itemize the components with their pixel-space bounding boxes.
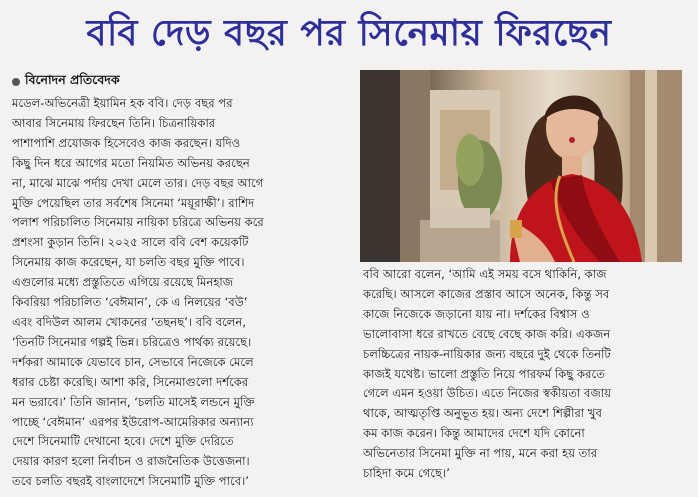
photo-illustration xyxy=(360,70,682,262)
left-column-line: পাশাপাশি প্রযোজক হিসেবেও কাজ করছেন। যদিও xyxy=(12,135,241,150)
left-column-line: প্রশংসা কুড়ান তিনি। ২০২৫ সালে ববি বেশ কয়েকটি xyxy=(12,235,249,250)
bullet-icon xyxy=(12,78,20,86)
right-column-line: চাহিদা কমে গেছে।’ xyxy=(363,466,450,481)
left-column-line: না, মাঝে মাঝে পর্দায় দেখা মেলে তার। দেড় বছর আগে xyxy=(12,175,264,190)
right-column-line: চলচ্চিত্রের নায়ক-নায়িকার জন্য বছরে দুই থেকে তিনটি xyxy=(363,346,611,361)
left-column-line: দর্শকরা আমাকে যেভাবে চান, সেভাবে নিজেকে মেলে xyxy=(12,354,254,369)
left-column-line: ‘তিনটি সিনেমার গল্পই ভিন্ন। চরিত্রেও পার্থক্য রয়েছে। xyxy=(12,334,252,349)
left-column-text xyxy=(12,94,352,492)
left-column-line: মডেল-অভিনেত্রী ইয়ামিন হক ববি। দেড় বছর পর xyxy=(12,96,233,110)
right-column-line: থাকে, আত্মতৃপ্তি অনুভূত হয়। অন্য দেশে শিল্পীরা খুব xyxy=(363,406,602,421)
left-column-line: আবার সিনেমায় ফিরছেন তিনি। চিত্রনায়িকার xyxy=(12,115,216,130)
left-column-line: দেয়ার কারণ হলো নির্বাচন ও রাজনৈতিক উত্তেজনা। xyxy=(12,454,250,469)
right-column-line: গেলে এমন হওয়া উচিত। এতে নিজের স্বকীয়তা বজায় xyxy=(363,386,612,401)
left-column-line: কিবরিয়া পরিচালিত ‘বেঈমান’, কে এ নিলয়ের ‘বউ’ xyxy=(12,295,248,310)
headline: ববি দেড় বছর পর সিনেমায় ফিরছেন xyxy=(86,13,612,54)
left-column-line: ধরার চেষ্টা করেছি। আশা করি, সিনেমাগুলো দর্শকের xyxy=(12,374,249,389)
byline-text: বিনোদন প্রতিবেদক xyxy=(25,72,120,87)
left-column-line: দেশে সিনেমাটি দেখানো হবে। দেশে মুক্তি দেরিতে xyxy=(12,434,234,449)
left-column-line: সিনেমায় কাজ করেছেন, যা চলতি বছর মুক্তি পাবে। xyxy=(12,255,245,270)
left-column-line: পলাশ পরিচালিত সিনেমায় নায়িকা চরিত্রে অভিনয় করে xyxy=(12,215,264,230)
left-column-line: তবে চলতি বছরই বাংলাদেশে সিনেমাটি মুক্তি পাবে।’ xyxy=(12,474,249,489)
right-column-text xyxy=(363,265,688,484)
right-column-line: ববি আরো বলেন, ‘আমি এই সময় বসে থাকিনি, কাজ xyxy=(363,267,607,281)
left-column-line: পাচ্ছে ‘বেঈমান’ এরপর ইউরোপ-আমেরিকার অন্যান্য xyxy=(12,414,254,429)
right-column-line: কাজে নিজেকে জড়ানো যায় না। দর্শকের বিশ্বাস ও xyxy=(363,306,590,321)
right-column-line: ভালোবাসা ধরে রাখতে বেছে বেছে কাজ করি। একজন xyxy=(363,326,611,341)
left-column-line: মুক্তি পেয়েছিল তার সর্বশেষ সিনেমা ‘ময়ূরাক্ষী’। রাশিদ xyxy=(12,195,255,210)
byline xyxy=(12,72,120,92)
right-column-line: করেছি। আসলে কাজের প্রস্তাব আসে অনেক, কিন্তু সব xyxy=(363,286,610,301)
left-column-line: মন ভরাবে।’ তিনি জানান, ‘চলতি মাসেই লন্ডনে মুক্তি xyxy=(12,394,255,409)
right-column-line: কম কাজ করেন। কিন্তু আমাদের দেশে যদি কোনো xyxy=(363,426,585,441)
actress-photo xyxy=(360,70,682,262)
right-column-line: অভিনেতার সিনেমা মুক্তি না পায়, মনে করা হয় তার xyxy=(363,446,598,461)
left-column-line: এগুলোর মধ্যে প্রস্তুতিতে এগিয়ে রয়েছে মিনহাজ xyxy=(12,275,234,290)
right-column-line: কাজই যথেষ্ট। ভালো প্রস্তুতি নিয়ে পারফর্ম কিছু করতে xyxy=(363,366,605,381)
left-column-line: এবং বদিউল আলম খোকনের ‘তছনছ’। ববি বলেন, xyxy=(12,314,247,329)
left-column-line: কিছু দিন ধরে আগের মতো নিয়মিত অভিনয় করছেন xyxy=(12,155,250,170)
